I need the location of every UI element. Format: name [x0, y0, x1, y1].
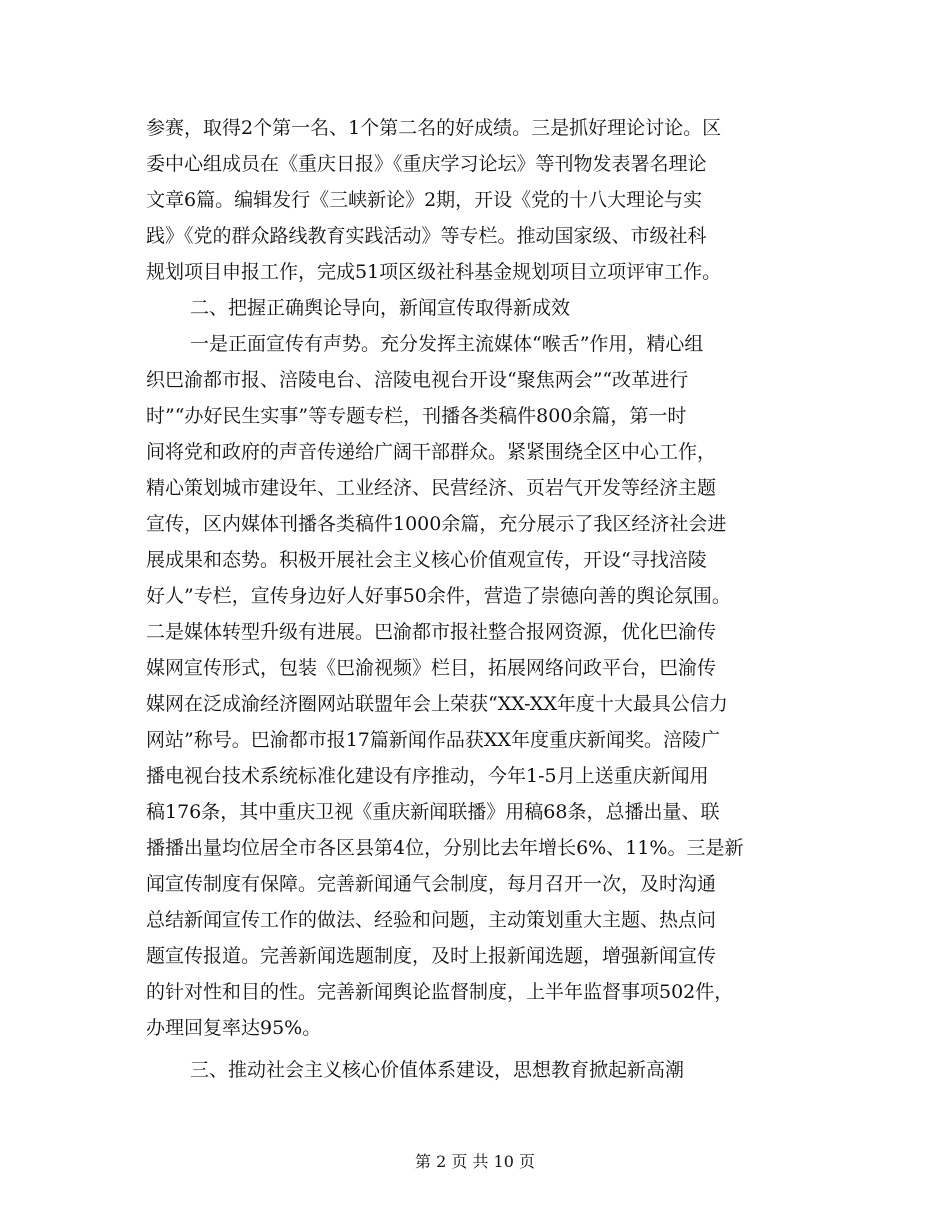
text-line: 织巴渝都市报、涪陵电台、涪陵电视台开设“聚焦两会”“改革进行	[146, 369, 689, 391]
text-line: 展成果和态势。积极开展社会主义核心价值观宣传，开设“寻找涪陵	[146, 549, 707, 571]
text-line: 总结新闻宣传工作的做法、经验和问题，主动策划重大主题、热点问	[146, 909, 717, 931]
text-line: 精心策划城市建设年、工业经济、民营经济、页岩气开发等经济主题	[146, 477, 717, 499]
text-line: 二是媒体转型升级有进展。巴渝都市报社整合报网资源，优化巴渝传	[146, 621, 717, 643]
text-line: 好人”专栏，宣传身边好人好事50余件，营造了崇德向善的舆论氛围。	[146, 585, 731, 607]
text-line: 稿176条，其中重庆卫视《重庆新闻联播》用稿68条，总播出量、联	[146, 801, 720, 823]
text-line: 闻宣传制度有保障。完善新闻通气会制度，每月召开一次，及时沟通	[146, 873, 717, 895]
text-line: 宣传，区内媒体刊播各类稿件1000余篇，充分展示了我区经济社会进	[146, 513, 727, 535]
text-line: 办理回复率达95%。	[146, 1017, 322, 1039]
text-line: 践》《党的群众路线教育实践活动》等专栏。推动国家级、市级社科	[146, 225, 707, 247]
text-line: 规划项目申报工作，完成51项区级社科基金规划项目立项评审工作。	[146, 261, 722, 283]
text-line: 媒网在泛成渝经济圈网站联盟年会上荣获“XX-XX年度十大最具公信力	[146, 693, 728, 715]
text-line: 间将党和政府的声音传递给广阔干部群众。紧紧围绕全区中心工作，	[146, 441, 717, 463]
text-line: 时”“办好民生实事”等专题专栏，刊播各类稿件800余篇，第一时	[146, 405, 687, 427]
text-line: 委中心组成员在《重庆日报》《重庆学习论坛》等刊物发表署名理论	[146, 153, 707, 175]
text-line: 媒网宣传形式，包装《巴渝视频》栏目，拓展网络问政平台，巴渝传	[146, 657, 717, 679]
text-line: 参赛，取得2个第一名、1个第二名的好成绩。三是抓好理论讨论。区	[146, 117, 722, 139]
body-text	[146, 110, 806, 1088]
section-heading: 二、把握正确舆论导向，新闻宣传取得新成效	[190, 297, 571, 319]
paragraph-first-line: 一是正面宣传有声势。充分发挥主流媒体“喉舌”作用，精心组	[190, 333, 704, 355]
text-line: 题宣传报道。完善新闻选题制度，及时上报新闻选题，增强新闻宣传	[146, 945, 717, 967]
section-heading: 三、推动社会主义核心价值体系建设，思想教育掀起新高潮	[190, 1059, 685, 1081]
page-footer: 第 2 页 共 10 页	[415, 1152, 535, 1171]
text-line: 文章6篇。编辑发行《三峡新论》2期，开设《党的十八大理论与实	[146, 189, 703, 211]
text-line: 的针对性和目的性。完善新闻舆论监督制度，上半年监督事项502件，	[146, 981, 734, 1003]
text-line: 播播出量均位居全市各区县第4位，分别比去年增长6%、11%。三是新	[146, 837, 744, 859]
text-line: 网站”称号。巴渝都市报17篇新闻作品获XX年度重庆新闻奖。涪陵广	[146, 729, 720, 751]
text-line: 播电视台技术系统标准化建设有序推动，今年1-5月上送重庆新闻用	[146, 765, 709, 787]
